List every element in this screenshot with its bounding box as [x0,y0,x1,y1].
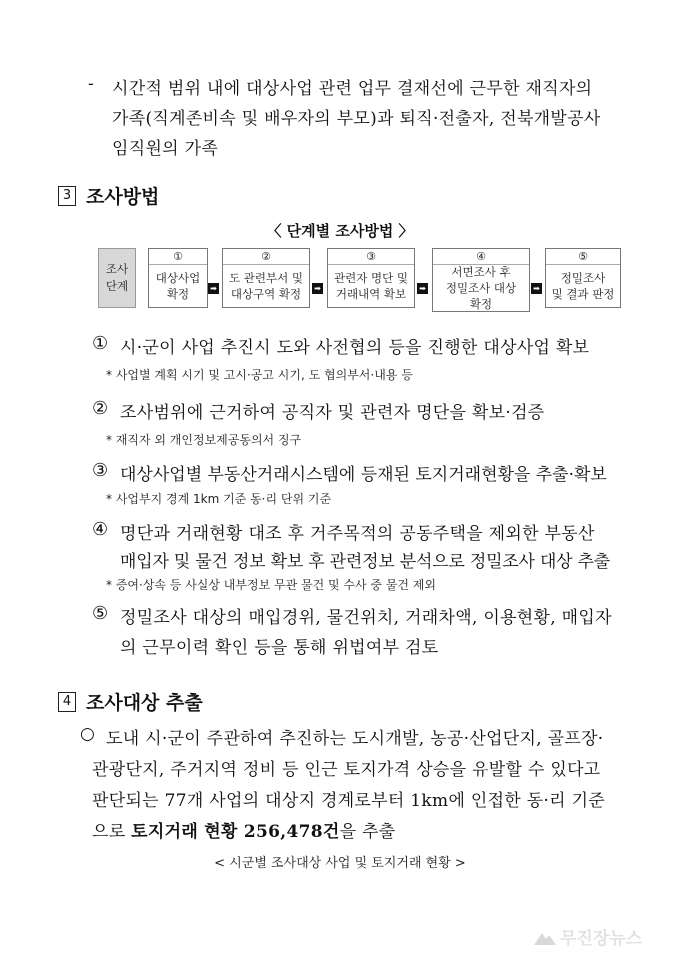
intro-bullet: - [88,74,95,94]
flow-step-2-num: ② [223,250,309,265]
flow-step-4-line-3: 확정 [469,297,493,311]
intro-line-2: 가족(직계존비속 및 배우자의 부모)과 퇴직·전출자, 전북개발공사 [112,109,601,129]
method-5-line-2: 의 근무이력 확인 등을 통해 위법여부 검토 [120,638,439,658]
intro-line-3: 임직원의 가족 [112,139,219,159]
section-4-title: 조사대상 추출 [86,692,203,714]
section-4-line-4-post: 을 추출 [339,822,396,842]
flow-step-4-line-1: 서면조사 후 [451,265,511,279]
flow-step-5-line-2: 및 결과 판정 [551,287,615,301]
section-3-title: 조사방법 [86,186,160,208]
flow-step-5 [545,248,621,308]
section-4-line-4 [92,817,396,842]
flow-step-1 [148,248,208,308]
mountain-icon [534,929,556,945]
flow-step-1-line-2: 확정 [166,287,190,301]
flow-arrow-4: ➡ [531,283,542,294]
intro-line-1: 시간적 범위 내에 대상사업 관련 업무 결재선에 근무한 재직자의 [112,79,593,99]
method-2-num: ② [92,398,109,419]
section-4-line-4-pre: 으로 [92,822,132,842]
flow-step-4 [432,248,530,312]
method-4-note: * 증여·상속 등 사실상 내부정보 무관 물건 및 수사 중 물건 제외 [106,578,436,592]
method-4-line-1: 명단과 거래현황 대조 후 거주목적의 공동주택을 제외한 부동산 [120,524,595,544]
flow-step-3-num: ③ [328,250,414,265]
section-3-number: 3 [58,186,76,206]
method-4-line-2: 매입자 및 물건 정보 확보 후 관련정보 분석으로 정밀조사 대상 추출 [120,552,611,572]
flow-step-1-num: ① [149,250,207,265]
method-5-line-1: 정밀조사 대상의 매입경위, 물건위치, 거래차액, 이용현황, 매입자 [120,608,612,628]
section-4-highlight: 토지거래 현황 256,478건 [131,822,340,842]
section-4-line-1: 도내 시·군이 주관하여 추진하는 도시개발, 농공·산업단지, 골프장· [106,729,604,749]
method-1-note: * 사업별 계획 시기 및 고시·공고 시기, 도 협의부서·내용 등 [106,368,413,382]
method-2-line-1: 조사범위에 근거하여 공직자 및 관련자 명단을 확보·검증 [120,403,545,423]
diagram-title: 〈 단계별 조사방법 〉 [266,222,414,240]
watermark-logo [534,924,642,949]
flow-step-3-line-1: 관련자 명단 및 [334,271,408,285]
flow-step-3 [327,248,415,308]
flow-step-4-num: ④ [433,250,529,265]
flow-step-2-line-1: 도 관련부서 및 [229,271,303,285]
section-4-bullet: ○ [80,724,96,744]
method-3-line-1: 대상사업별 부동산거래시스템에 등재된 토지거래현황을 추출·확보 [120,465,607,485]
flow-arrow-1: ➡ [208,283,219,294]
method-5-num: ⑤ [92,603,109,624]
flow-arrow-3: ➡ [417,283,428,294]
method-3-num: ③ [92,460,109,481]
method-4-num: ④ [92,519,109,540]
method-2-note: * 재직자 외 개인정보제공동의서 징구 [106,433,302,447]
stage-label-line-2: 단계 [105,279,129,293]
flow-step-5-line-1: 정밀조사 [560,271,606,285]
section-4-header [58,688,203,715]
flow-step-1-line-1: 대상사업 [155,271,201,285]
stage-label-line-1: 조사 [105,262,129,276]
flow-step-2-line-2: 대상구역 확정 [230,287,302,301]
section-4-line-2: 관광단지, 주거지역 정비 등 인근 토지가격 상승을 유발할 수 있다고 [92,760,601,780]
flow-step-5-num: ⑤ [546,250,620,265]
section-3-header [58,182,159,209]
flow-arrow-2: ➡ [312,283,323,294]
stage-label-box [98,248,136,308]
section-4-line-3: 판단되는 77개 사업의 대상지 경계로부터 1km에 인접한 동·리 기준 [92,791,606,811]
method-3-note: * 사업부지 경계 1km 기준 동·리 단위 기준 [106,492,332,506]
method-1-line-1: 시·군이 사업 추진시 도와 사전협의 등을 진행한 대상사업 확보 [120,338,590,358]
section-4-number: 4 [58,692,76,712]
method-1-num: ① [92,333,109,354]
flow-step-2 [222,248,310,308]
flow-step-4-line-2: 정밀조사 대상 [445,281,517,295]
table-caption: < 시군별 조사대상 사업 및 토지거래 현황 > [214,856,466,871]
watermark-text: 무진장뉴스 [560,929,643,949]
flow-step-3-line-2: 거래내역 확보 [335,287,407,301]
